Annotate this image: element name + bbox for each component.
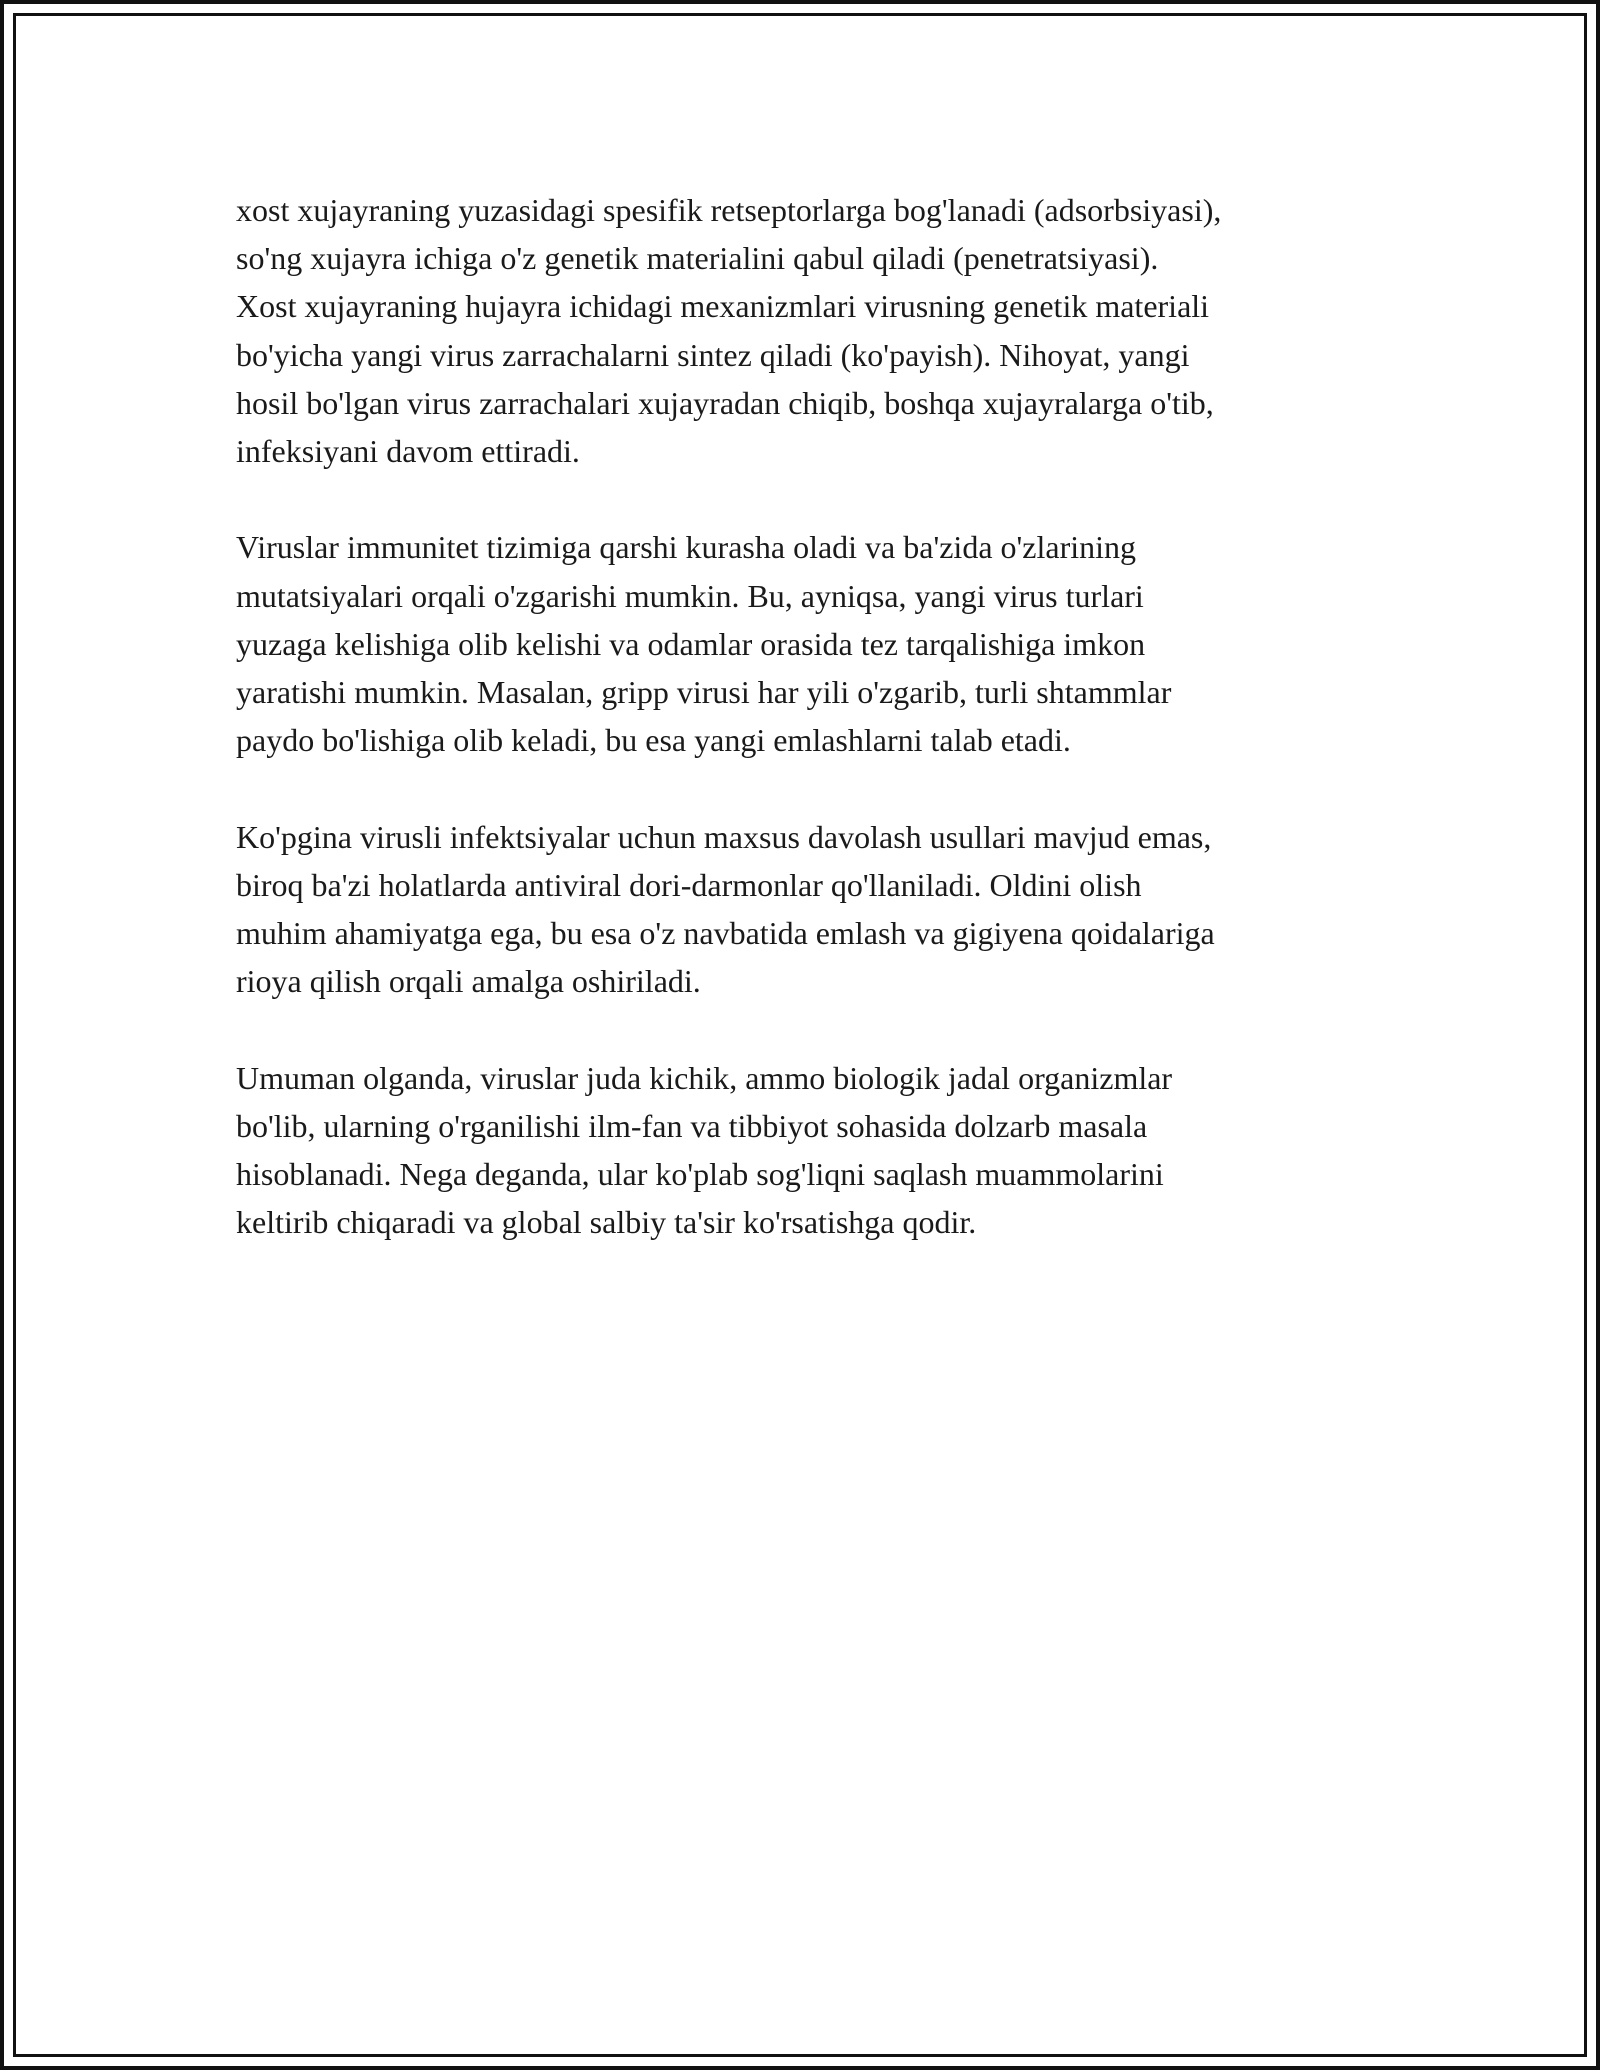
text-line: Umuman olganda, viruslar juda kichik, ammo biologik jadal organizmlar	[236, 1059, 1173, 1096]
text-line: rioya qilish orqali amalga oshiriladi.	[236, 963, 701, 1000]
paragraph-2	[236, 523, 1386, 764]
text-line: yaratishi mumkin. Masalan, gripp virusi har yili o'zgarib, turli shtammlar	[236, 674, 1172, 711]
text-line: hosil bo'lgan virus zarrachalari xujayradan chiqib, boshqa xujayralarga o'tib,	[236, 384, 1214, 421]
paragraph-1	[236, 186, 1386, 475]
text-line: hisoblanadi. Nega deganda, ular ko'plab sog'liqni saqlash muammolarini	[236, 1156, 1164, 1193]
text-line: infeksiyani davom ettiradi.	[236, 433, 580, 470]
text-line: Viruslar immunitet tizimiga qarshi kurasha oladi va ba'zida o'zlarining	[236, 529, 1137, 566]
text-line: bo'yicha yangi virus zarrachalarni sintez qiladi (ko'payish). Nihoyat, yangi	[236, 336, 1190, 373]
text-line: muhim ahamiyatga ega, bu esa o'z navbatida emlash va gigiyena qoidalariga	[236, 915, 1215, 952]
text-line: paydo bo'lishiga olib keladi, bu esa yangi emlashlarni talab etadi.	[236, 722, 1071, 759]
paragraph-3	[236, 813, 1386, 1006]
paragraph-4	[236, 1054, 1386, 1247]
text-line: mutatsiyalari orqali o'zgarishi mumkin. Bu, ayniqsa, yangi virus turlari	[236, 577, 1144, 614]
text-line: so'ng xujayra ichiga o'z genetik materialini qabul qiladi (penetratsiyasi).	[236, 240, 1159, 277]
document-body	[236, 186, 1386, 1295]
text-line: biroq ba'zi holatlarda antiviral dori-darmonlar qo'llaniladi. Oldini olish	[236, 866, 1142, 903]
text-line: Ko'pgina virusli infektsiyalar uchun maxsus davolash usullari mavjud emas,	[236, 818, 1212, 855]
text-line: Xost xujayraning hujayra ichidagi mexanizmlari virusning genetik materiali	[236, 288, 1210, 325]
text-line: bo'lib, ularning o'rganilishi ilm-fan va tibbiyot sohasida dolzarb masala	[236, 1107, 1148, 1144]
text-line: xost xujayraning yuzasidagi spesifik retseptorlarga bog'lanadi (adsorbsiyasi),	[236, 192, 1222, 228]
text-line: yuzaga kelishiga olib kelishi va odamlar orasida tez tarqalishiga imkon	[236, 625, 1146, 662]
text-line: keltirib chiqaradi va global salbiy ta'sir ko'rsatishga qodir.	[236, 1204, 977, 1241]
